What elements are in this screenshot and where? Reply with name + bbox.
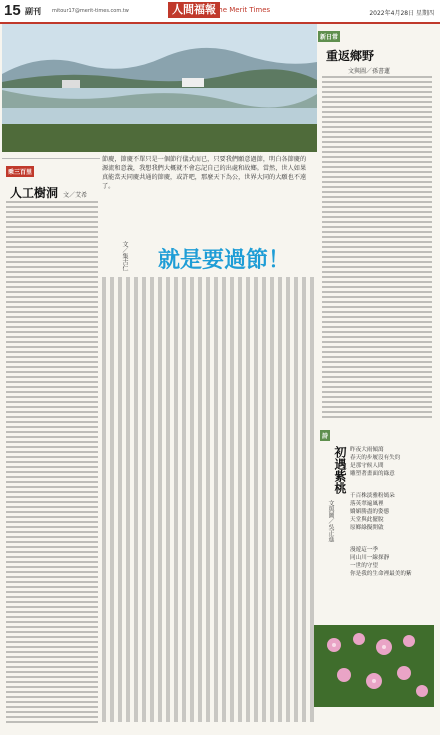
article-body: [322, 76, 432, 418]
landscape-photo: [2, 24, 317, 152]
section-name: 副刊: [25, 7, 41, 16]
feature-body: [102, 277, 317, 722]
page-number: 15: [4, 2, 21, 19]
poem-stanza-1: 昨夜大雨傾瀉 春天的步履沒有失約 是那守候人間 雕塑著畫面的綠意: [350, 447, 401, 477]
poem-tag: 詩: [320, 430, 330, 441]
page-header: [0, 0, 440, 24]
section-tag: 新日常: [318, 31, 340, 42]
issue-date: 2022年4月28日 星期四: [369, 10, 434, 17]
column-article: [2, 158, 100, 729]
column-body: [6, 201, 98, 723]
feature-article: [102, 155, 317, 730]
column-title: 人工樹洞: [10, 186, 59, 200]
poem-stanza-3: 漫遊這一季 同山川一線探靜 一世的守望 你是我的生命裡最美的紫: [350, 547, 412, 577]
feature-byline: 文／集古仁: [121, 241, 128, 271]
poem-title: 初遇紫桃: [333, 446, 347, 494]
email: mitour17@merit-times.com.tw: [52, 8, 129, 14]
flower-photo: [314, 625, 434, 707]
masthead-en: The Merit Times: [214, 6, 271, 14]
article-title: 重返鄉野: [326, 49, 375, 63]
poem-byline: 文與圖／吳正進: [327, 500, 334, 542]
article-byline: 文與圖／孫書蓮: [348, 68, 391, 75]
column-tag: 乘三百里: [6, 166, 34, 177]
article-rural: [318, 24, 436, 424]
masthead-logo: 人間福報: [168, 2, 220, 18]
column-byline: 文／艾希: [63, 192, 88, 199]
feature-intro: 節慶，節慶不單只是一個節行儀式而已，只要我們願意過節，明白各節慶的源流和意義，我想我們大概就不會忘記自己的出處和故鄉。當然，世人如果真能當天同慶共通的節慶，或許吧，那麼天下為公，世界大同的大願也不遠了。: [102, 156, 307, 190]
feature-headline: 就是要過節！: [158, 247, 291, 273]
poem: [320, 430, 438, 730]
poem-stanza-2: 千百株淡雅粉嫣朵 落英翠遍風裡 嬌媚勝盡的姿態 天堂與此擺脫 原鄉綠擬開啟: [350, 493, 395, 531]
